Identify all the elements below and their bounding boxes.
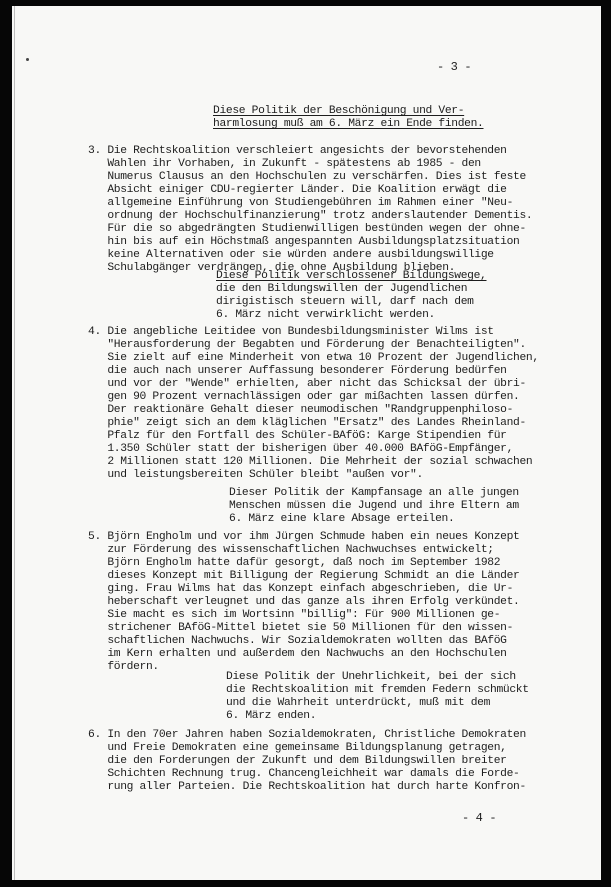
text-line: Diese Politik der Unehrlichkeit, bei der sich [226, 671, 516, 683]
text-line: Absicht einiger CDU-regierter Länder. Die Koalition erwägt die [88, 184, 507, 196]
text-line: 3. Die Rechtskoalition verschleiert angesichts der bevorstehenden [88, 145, 507, 157]
text-line: die den Bildungswillen der Jugendlichen [216, 283, 468, 295]
text-line: strichener BAföG-Mittel bietet sie 50 Millionen für den wissen- [88, 622, 514, 634]
text-line: und leistungsbereiten Schüler bleibt "außen vor". [88, 469, 423, 481]
text-line: schaftlichen Nachwuchs. Wir Sozialdemokraten wollten das BAföG [88, 635, 507, 647]
text-line: Pfalz für den Fortfall des Schüler-BAföG: Karge Stipendien für [88, 430, 507, 442]
text-line: hin bis auf ein Höchstmaß angespannten Ausbildungsplatzsituation [88, 236, 520, 248]
text-line: 6. März nicht verwirklicht werden. [216, 309, 435, 321]
text-line: die auch nach unserer Auffassung besonderer Förderung bedürfen [88, 365, 507, 377]
text-line: und Freie Demokraten eine gemeinsame Bildungsplanung getragen, [88, 742, 507, 754]
page-number-top: - 3 - [437, 60, 472, 74]
text-line: allgemeine Einführung von Studiengebühren im Rahmen einer "Neu- [88, 197, 514, 209]
text-line: Der reaktionäre Gehalt dieser neumodischen "Randgruppenphiloso- [88, 404, 514, 416]
text-line: Wahlen ihr Vorhaben, in Zukunft - spätestens ab 1985 - den [88, 158, 481, 170]
text-line: rung aller Parteien. Die Rechtskoalition hat durch harte Konfron- [88, 781, 526, 793]
text-line: dirigistisch steuern will, darf nach dem [216, 296, 474, 308]
text-line: ordnung der Hochschulfinanzierung" trotz anderslautender Dementis. [88, 210, 533, 222]
text-line: 4. Die angebliche Leitidee von Bundesbildungsminister Wilms ist [88, 326, 494, 338]
text-line: ging. Frau Wilms hat das Konzept einfach abgeschrieben, die Ur- [88, 583, 514, 595]
text-line: "Herausforderung der Begabten und Förderung der Benachteiligten". [88, 339, 526, 351]
text-line: die Rechtskoalition mit fremden Federn schmückt [226, 684, 529, 696]
text-line: Björn Engholm hatte dafür gesorgt, daß noch im September 1982 [88, 557, 501, 569]
text-line: Numerus Clausus an den Hochschulen zu verschärfen. Dies ist feste [88, 171, 526, 183]
text-line: fördern. [88, 661, 159, 673]
text-line: heberschaft verleugnet und das ganze als ihren Erfolg verkündet. [88, 596, 520, 608]
text-line: harmlosung muß am 6. März ein Ende finden. [213, 118, 484, 130]
text-line: Diese Politik der Beschönigung und Ver- [213, 105, 465, 117]
text-line: 1.350 Schüler statt der bisherigen über 40.000 BAföG-Empfänger, [88, 443, 514, 455]
text-line: Sie zielt auf eine Minderheit von etwa 10 Prozent der Jugendlichen, [88, 352, 539, 364]
text-line: im Kern erhalten und außerdem den Nachwuchs an den Hochschulen [88, 648, 507, 660]
text-line: und die Wahrheit unterdrückt, muß mit dem [226, 697, 491, 709]
text-line: 6. März enden. [226, 710, 317, 722]
text-line: dieses Konzept mit Billigung der Regierung Schmidt an die Länder [88, 570, 520, 582]
scan-speck [26, 58, 29, 61]
text-line: Menschen müssen die Jugend und ihre Eltern am [229, 500, 519, 512]
page-number-bottom: - 4 - [462, 811, 497, 825]
text-line: phie" zeigt sich an dem kläglichen "Ersatz" des Landes Rheinland- [88, 417, 526, 429]
text-line: 2 Millionen statt 120 Millionen. Die Mehrheit der sozial schwachen [88, 456, 533, 468]
text-line: Dieser Politik der Kampfansage an alle jungen [229, 487, 519, 499]
scan-edge [14, 6, 15, 880]
document-page [12, 6, 601, 880]
text-line: keine Alternativen oder sie würden andere ausbildungswillige [88, 249, 494, 261]
text-line: Schichten Rechnung trug. Chancengleichheit war damals die Forde- [88, 768, 520, 780]
text-line: Schulabgänger verdrängen, die ohne Ausbildung blieben. [88, 262, 456, 274]
text-line: die den Forderungen der Zukunft und dem Bildungswillen breiter [88, 755, 507, 767]
text-line: zur Förderung des wissenschaftlichen Nachwuchses entwickelt; [88, 544, 494, 556]
text-line: 6. März eine klare Absage erteilen. [229, 513, 455, 525]
text-line: gen 90 Prozent vernachlässigen oder gar mißachten lassen dürfen. [88, 391, 520, 403]
text-line: 5. Björn Engholm und vor ihm Jürgen Schmude haben ein neues Konzept [88, 531, 520, 543]
text-line: Sie macht es sich im Wortsinn "billig": Für 900 Millionen ge- [88, 609, 501, 621]
text-line: 6. In den 70er Jahren haben Sozialdemokraten, Christliche Demokraten [88, 729, 526, 741]
text-line: und vor der "Wende" erhielten, aber nicht das Schicksal der übri- [88, 378, 526, 390]
text-line: Diese Politik verschlossener Bildungswege, [216, 270, 487, 282]
text-line: Für die so abgedrängten Studienwilligen bestünden wegen der ohne- [88, 223, 526, 235]
